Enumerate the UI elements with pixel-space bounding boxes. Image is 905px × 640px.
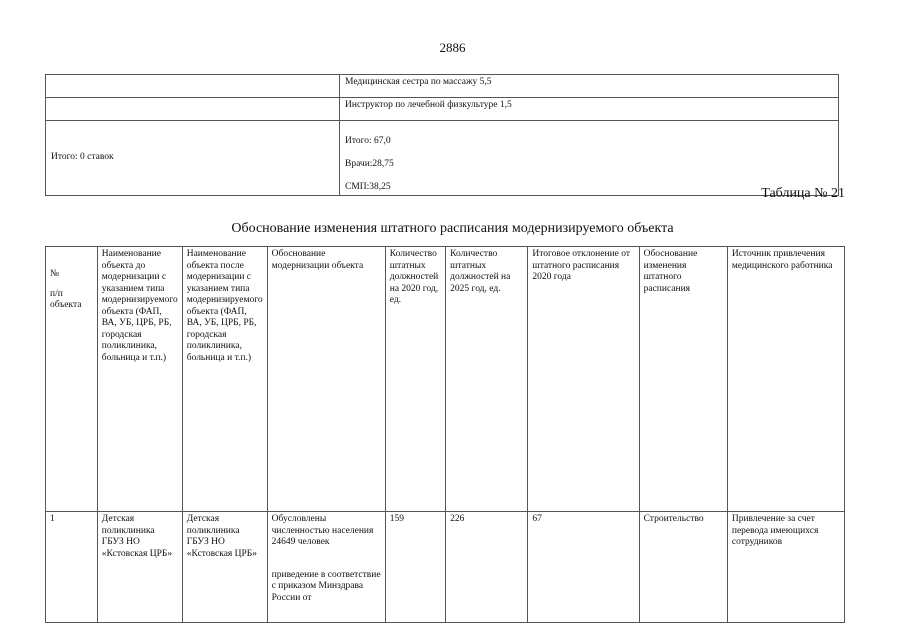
- table-title: Обоснование изменения штатного расписания модернизируемого объекта: [231, 221, 674, 236]
- table-row: [46, 512, 845, 623]
- table-cell: [46, 98, 340, 121]
- table-header-row: [46, 247, 845, 512]
- header-justification: Обоснование модернизации объекта: [267, 247, 385, 512]
- cell-name-after: Детская поликлиника ГБУЗ НО «Кстовская ЦРБ»: [182, 512, 267, 623]
- table-row: [46, 75, 839, 98]
- table-row: [46, 98, 839, 121]
- justification-text: приведение в соответствие с приказом Минздрава России от: [271, 569, 381, 603]
- header-deviation: Итоговое отклонение от штатного расписания 2020 года: [528, 247, 639, 512]
- header-change-reason: Обоснование изменения штатного расписания: [639, 247, 727, 512]
- total-line: Итого: 67,0: [345, 135, 391, 146]
- total-row: [46, 121, 839, 196]
- cell-positions-2020: 159: [385, 512, 445, 623]
- cell-deviation: 67: [528, 512, 639, 623]
- total-right-cell: [340, 121, 839, 196]
- header-positions-2025: Количество штатных должностей на 2025 год, ед.: [446, 247, 528, 512]
- page-number: 2886: [439, 40, 466, 55]
- cell-staff-source: Привлечение за счет перевода имеющихся сотрудников: [727, 512, 844, 623]
- header-name-after: Наименование объекта после модернизации с указанием типа модернизируемого объекта (ФАП, ВА, УБ, ЦРБ, РБ, городская поликлиника, больница и т.п.): [182, 247, 267, 512]
- cell-number: 1: [46, 512, 98, 623]
- previous-table-continuation: [45, 74, 839, 196]
- header-positions-2020: Количество штатных должностей на 2020 год, ед.: [385, 247, 445, 512]
- table-caption: Таблица № 21: [761, 186, 845, 201]
- justification-text: Обусловлены численностью населения 24649 человек: [271, 514, 374, 547]
- header-number-symbol: №: [50, 269, 60, 279]
- cell-justification: [267, 512, 385, 623]
- header-staff-source: Источник привлечения медицинского работника: [727, 247, 844, 512]
- total-left-cell: Итого: 0 ставок: [46, 121, 340, 196]
- table-cell: Медицинская сестра по массажу 5,5: [340, 75, 839, 98]
- cell-name-before: Детская поликлиника ГБУЗ НО «Кстовская ЦРБ»: [97, 512, 182, 623]
- staffing-justification-table: [45, 246, 845, 623]
- cell-positions-2025: 226: [446, 512, 528, 623]
- table-cell: [46, 75, 340, 98]
- total-line: СМП:38,25: [345, 181, 391, 192]
- cell-change-reason: Строительство: [639, 512, 727, 623]
- header-name-before: Наименование объекта до модернизации с указанием типа модернизируемого объекта (ФАП, ВА, УБ, ЦРБ, РБ, городская поликлиника, больница и т.п.): [97, 247, 182, 512]
- table-cell: Инструктор по лечебной физкультуре 1,5: [340, 98, 839, 121]
- header-number: [46, 247, 98, 512]
- total-line: Врачи:28,75: [345, 158, 394, 169]
- header-number-label: п/п объекта: [50, 288, 82, 310]
